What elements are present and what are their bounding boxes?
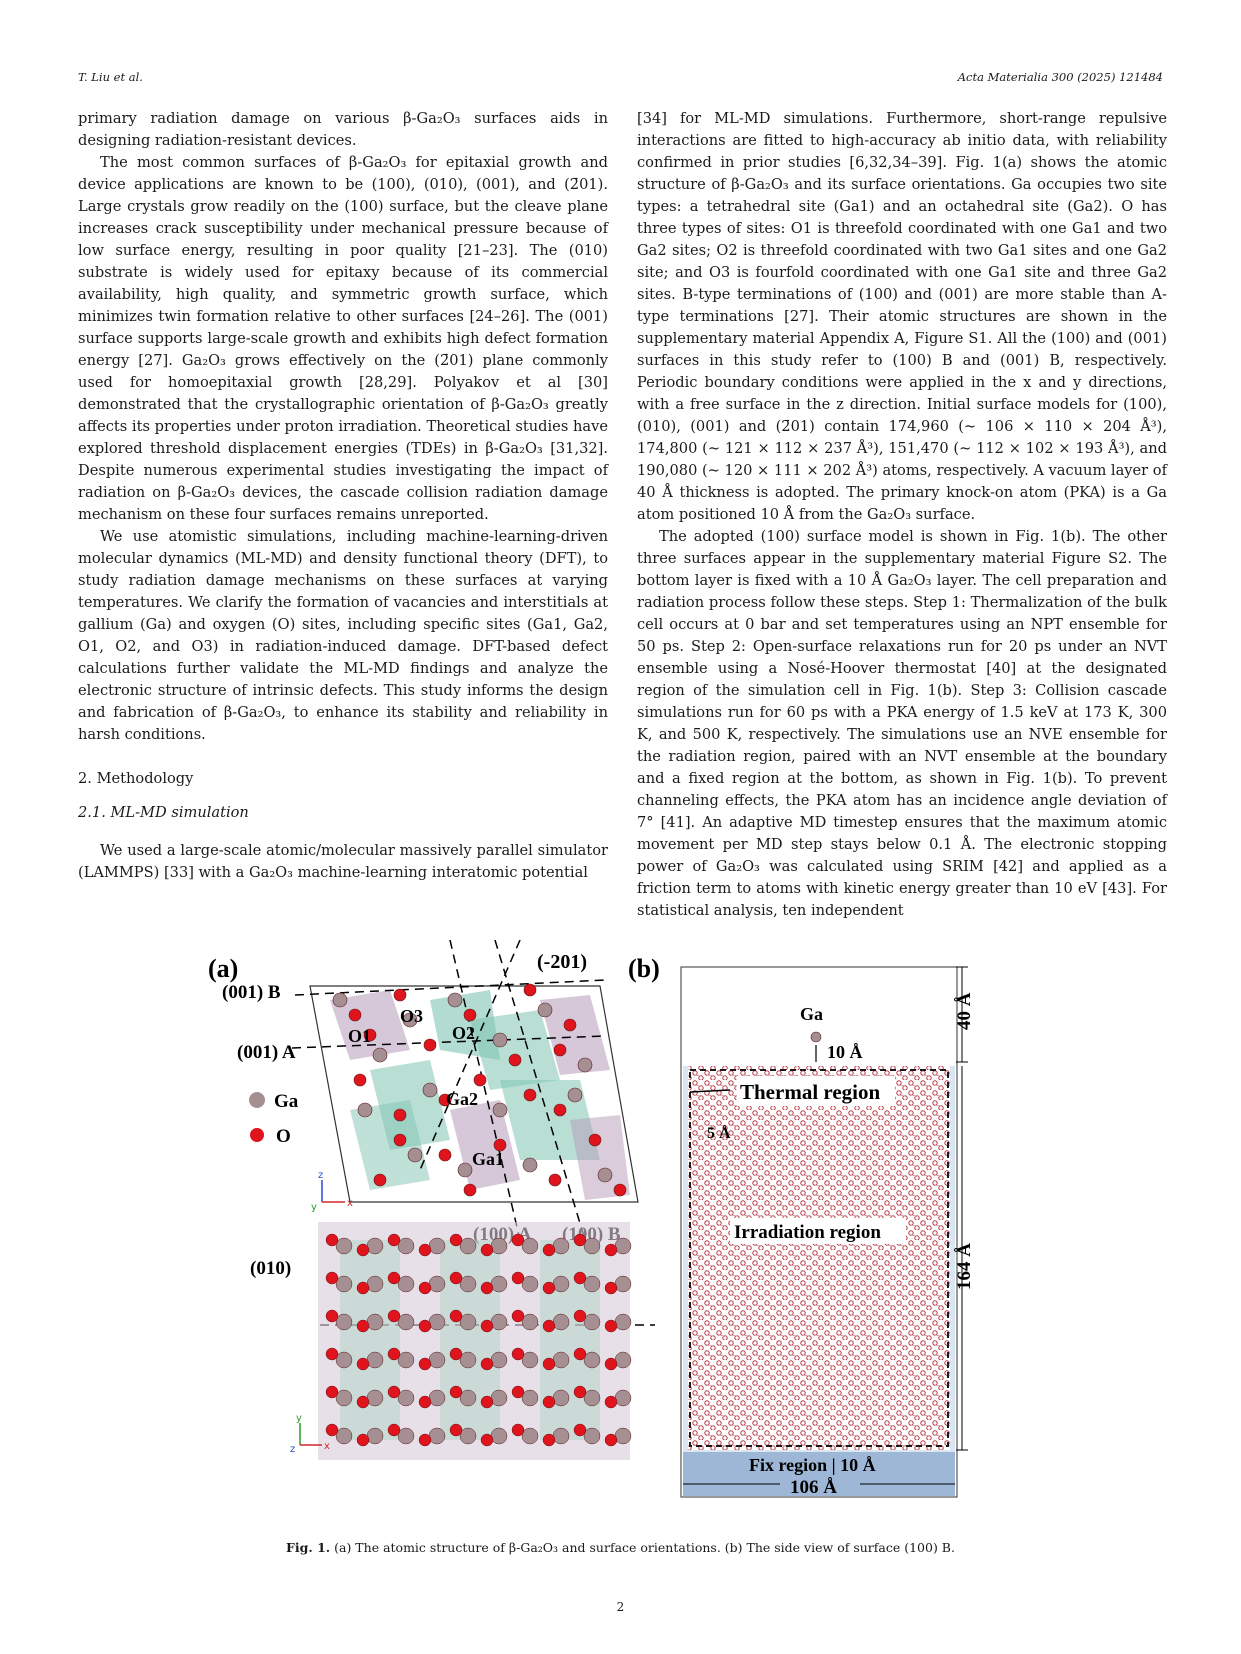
o-atom: [419, 1244, 431, 1256]
o-atom: [326, 1348, 338, 1360]
o-atom: [419, 1396, 431, 1408]
label-001B: (001) B: [222, 982, 281, 1003]
o-atom: [419, 1434, 431, 1446]
ga-atom: [429, 1428, 445, 1444]
label-irradiation-region: Irradiation region: [734, 1222, 881, 1243]
paragraph: [34] for ML-MD simulations. Furthermore, short-range repulsive interactions are fitted to high-accuracy ab initio data, with reliability confirmed in prior studies [6,32,34–39]. Fig. 1(a) shows the atomic structure of β-Ga₂O₃ and its surface orientations. Ga occupies two site types: a tetrahedral site (Ga1) and an octahedral site (Ga2). O has three types of sites: O1 is threefold coordinated with one Ga1 and two Ga2 sites; O2 is threefold coordinated with two Ga1 sites and one Ga2 site; and O3 is fourfold coordinated with one Ga1 site and three Ga2 sites. B-type terminations of (100) and (001) are more stable than A-type terminations [27]. Their atomic structures are shown in the supplementary material Appendix A, Figure S1. All the (100) and (001) surfaces in this study refer to (100) B and (001) B, respectively. Periodic boundary conditions were applied in the x and y directions, with a free surface in the z direction. Initial surface models for (100), (010), (001) and (2̄01) contain 174,960 (~ 106 × 110 × 204 Å³), 174,800 (~ 121 × 112 × 237 Å³), 151,470 (~ 112 × 102 × 193 Å³), and 190,080 (~ 120 × 111 × 202 Å³) atoms, respectively. A vacuum layer of 40 Å thickness is adopted. The primary knock-on atom (PKA) is a Ga atom positioned 10 Å from the Ga₂O₃ surface.: [637, 110, 1167, 523]
label-O3: O3: [400, 1006, 424, 1026]
axis-triad-a: [311, 1170, 353, 1213]
paragraph: The adopted (100) surface model is shown in Fig. 1(b). The other three surfaces appear in the supplementary material Figure S2. The bottom layer is fixed with a 10 Å Ga₂O₃ layer. The cell preparation and radiation process follow these steps. Step 1: Thermalization of the bulk cell occurs at 0 bar and set temperatures using an NPT ensemble for 50 ps. Step 2: Open-surface relaxations run for 20 ps under an NVT ensemble using a Nosé-Hoover thermostat [40] at the designated region of the simulation cell in Fig. 1(b). Step 3: Collision cascade simulations run for 60 ps with a PKA energy of 1.5 keV at 173 K, 300 K, and 500 K, respectively. The simulations use an NVE ensemble for the radiation region, paired with an NVT ensemble at the boundary and a fixed region at the bottom, as shown in Fig. 1(b). To prevent channeling effects, the PKA atom has an incidence angle deviation of 7° [41]. An adaptive MD timestep ensures that the maximum atomic movement per MD step stays below 0.1 Å. The electronic stopping power of Ga₂O₃ was calculated using SRIM [42] and applied as a friction term to atoms with kinetic energy greater than 10 eV [43]. For statistical analysis, ten independent: [637, 528, 1167, 919]
ga-atom: [460, 1390, 476, 1406]
ga-atom: [522, 1276, 538, 1292]
ga-atom: [584, 1238, 600, 1254]
ga-atom: [584, 1314, 600, 1330]
pka-ga-atom: [811, 1032, 821, 1042]
o-atom: [574, 1348, 586, 1360]
ga-atom: [367, 1352, 383, 1368]
o-atom: [574, 1272, 586, 1284]
o-atom: [450, 1272, 462, 1284]
ga-atom: [460, 1276, 476, 1292]
o-atom: [450, 1424, 462, 1436]
label-fix-region: Fix region | 10 Å: [749, 1455, 876, 1475]
o-atom: [481, 1396, 493, 1408]
o-atom: [605, 1434, 617, 1446]
o-atom: [481, 1282, 493, 1294]
o-atom: [326, 1386, 338, 1398]
ga-atom: [584, 1428, 600, 1444]
ga-atom: [522, 1314, 538, 1330]
ga-atom: [429, 1352, 445, 1368]
ga-atom: [584, 1276, 600, 1292]
o-atom: [357, 1244, 369, 1256]
o-atom: [605, 1358, 617, 1370]
label-pka-ga: Ga: [800, 1004, 824, 1024]
ga-atom: [429, 1314, 445, 1330]
panel-label-a: (a): [208, 954, 239, 983]
o-atom: [543, 1434, 555, 1446]
caption-text: (a) The atomic structure of β-Ga₂O₃ and surface orientations. (b) The side view of surface (100) B.: [330, 1540, 955, 1555]
ga-atom: [491, 1276, 507, 1292]
ga-atom: [491, 1314, 507, 1330]
o-atom: [326, 1310, 338, 1322]
o-atom: [388, 1424, 400, 1436]
paragraph: primary radiation damage on various β-Ga₂O₃ surfaces aids in designing radiation-resistant devices.: [78, 110, 608, 149]
ga-atom: [491, 1352, 507, 1368]
ga-atom: [615, 1390, 631, 1406]
o-atom: [512, 1272, 524, 1284]
o-atom: [512, 1348, 524, 1360]
ga-atom: [522, 1390, 538, 1406]
svg-text:z: z: [318, 1170, 324, 1181]
paragraph: We use atomistic simulations, including machine-learning-driven molecular dynamics (ML-MD) and density functional theory (DFT), to study radiation damage mechanisms on these surfaces at varying temperatures. We clarify the formation of vacancies and interstitials at gallium (Ga) and oxygen (O) sites, including specific sites (Ga1, Ga2, O1, O2, and O3) in radiation-induced damage. DFT-based defect calculations further validate the ML-MD findings and analyze the electronic structure of intrinsic defects. This study informs the design and fabrication of β-Ga₂O₃, to enhance its stability and reliability in harsh conditions.: [78, 528, 608, 743]
svg-text:y: y: [296, 1413, 302, 1424]
o-atom: [574, 1234, 586, 1246]
label-001A: (001) A: [237, 1042, 296, 1063]
o-atom: [543, 1396, 555, 1408]
paragraph: The most common surfaces of β-Ga₂O₃ for epitaxial growth and device applications are known to be (100), (010), (001), and (2̄01). Large crystals grow readily on the (100) surface, but the cleave plane increases crack susceptibility under mechanical pressure because of low surface energy, resulting in poor quality [21–23]. The (010) substrate is widely used for epitaxy because of its commercial availability, high quality, and symmetric growth surface, which minimizes twin formation relative to other surfaces [24–26]. The (001) surface supports large-scale growth and exhibits high defect formation energy [27]. Ga₂O₃ grows effectively on the (2̄01) plane commonly used for homoepitaxial growth [28,29]. Polyakov et al [30] demonstrated that the crystallographic orientation of β-Ga₂O₃ greatly affects its properties under proton irradiation. Theoretical studies have explored threshold displacement energies (TDEs) in β-Ga₂O₃ [31,32]. Despite numerous experimental studies investigating the impact of radiation on β-Ga₂O₃ devices, the cascade collision radiation damage mechanism on these four surfaces remains unreported.: [78, 154, 608, 523]
running-header-authors: T. Liu et al.: [78, 70, 143, 84]
ga-atom: [615, 1352, 631, 1368]
label-O2: O2: [452, 1023, 476, 1043]
ga-atom: [553, 1428, 569, 1444]
label-10A-gap: 10 Å: [827, 1042, 863, 1062]
panel-label-b: (b): [628, 954, 660, 983]
ga-atom: [336, 1390, 352, 1406]
ga-atom: [491, 1428, 507, 1444]
o-atom: [450, 1234, 462, 1246]
page-number: 2: [616, 1600, 625, 1614]
o-atom: [450, 1348, 462, 1360]
legend-o-swatch: [250, 1128, 264, 1142]
ga-atom: [429, 1276, 445, 1292]
ga-atom: [398, 1314, 414, 1330]
o-atom: [512, 1386, 524, 1398]
svg-text:z: z: [290, 1444, 296, 1455]
ga-atom: [491, 1390, 507, 1406]
o-atom: [543, 1320, 555, 1332]
slab-010: [318, 1222, 630, 1460]
o-atom: [326, 1234, 338, 1246]
svg-text:x: x: [347, 1198, 353, 1209]
ga-atom: [336, 1314, 352, 1330]
o-atom: [481, 1358, 493, 1370]
ga-atom: [553, 1390, 569, 1406]
o-atom: [388, 1386, 400, 1398]
o-atom: [512, 1310, 524, 1322]
o-atom: [419, 1358, 431, 1370]
ga-atom: [522, 1352, 538, 1368]
o-atom: [481, 1320, 493, 1332]
ga-atom: [429, 1238, 445, 1254]
ga-atom: [336, 1238, 352, 1254]
o-atom: [543, 1358, 555, 1370]
caption-label: Fig. 1.: [286, 1540, 331, 1555]
ga-atom: [553, 1238, 569, 1254]
label-Ga2: Ga2: [446, 1089, 479, 1109]
o-atom: [450, 1310, 462, 1322]
ga-atom: [367, 1276, 383, 1292]
ga-atom: [398, 1352, 414, 1368]
ga-atom: [584, 1352, 600, 1368]
ga-atom: [336, 1428, 352, 1444]
right-column: [637, 108, 1167, 922]
subsection-heading: 2.1. ML-MD simulation: [78, 804, 249, 821]
svg-text:40 Å: 40 Å: [954, 992, 975, 1030]
o-atom: [605, 1282, 617, 1294]
legend-o-label: O: [276, 1126, 291, 1147]
legend-ga-label: Ga: [274, 1091, 299, 1112]
ga-atom: [398, 1390, 414, 1406]
svg-text:y: y: [311, 1202, 317, 1213]
paragraph: We used a large-scale atomic/molecular massively parallel simulator (LAMMPS) [33] with a Ga₂O₃ machine-learning interatomic potential: [78, 842, 608, 881]
ga-atom: [553, 1352, 569, 1368]
ga-atom: [398, 1238, 414, 1254]
section-heading: 2. Methodology: [78, 770, 194, 787]
o-atom: [605, 1320, 617, 1332]
ga-atom: [367, 1238, 383, 1254]
ga-atom: [553, 1276, 569, 1292]
o-atom: [388, 1310, 400, 1322]
o-atom: [605, 1244, 617, 1256]
ga-atom: [615, 1428, 631, 1444]
ga-atom: [336, 1352, 352, 1368]
o-atom: [357, 1396, 369, 1408]
svg-text:106 Å: 106 Å: [790, 1477, 837, 1498]
o-atom: [512, 1234, 524, 1246]
o-atom: [481, 1434, 493, 1446]
ga-atom: [615, 1238, 631, 1254]
ga-atom: [336, 1276, 352, 1292]
ga-atom: [460, 1314, 476, 1330]
ga-atom: [429, 1390, 445, 1406]
label-010: (010): [250, 1258, 292, 1279]
o-atom: [419, 1282, 431, 1294]
figure-caption: [0, 1540, 1241, 1555]
label-Ga1: Ga1: [472, 1149, 505, 1169]
ga-atom: [460, 1352, 476, 1368]
ga-atom: [553, 1314, 569, 1330]
ga-atom: [367, 1428, 383, 1444]
ga-atom: [522, 1428, 538, 1444]
o-atom: [574, 1424, 586, 1436]
o-atom: [574, 1310, 586, 1322]
running-header-journal: Acta Materialia 300 (2025) 121484: [957, 70, 1163, 84]
o-atom: [574, 1386, 586, 1398]
ga-atom: [522, 1238, 538, 1254]
o-atom: [326, 1272, 338, 1284]
ga-atom: [367, 1314, 383, 1330]
ga-atom: [398, 1428, 414, 1444]
label-O1: O1: [348, 1026, 372, 1046]
ga-atom: [398, 1276, 414, 1292]
o-atom: [357, 1434, 369, 1446]
label-thermal-region: Thermal region: [740, 1080, 881, 1104]
o-atom: [419, 1320, 431, 1332]
o-atom: [357, 1282, 369, 1294]
figure-1: [200, 940, 1050, 1530]
o-atom: [388, 1348, 400, 1360]
svg-text:164 Å: 164 Å: [954, 1243, 975, 1290]
ga-atom: [367, 1390, 383, 1406]
ga-atom: [460, 1238, 476, 1254]
o-atom: [450, 1386, 462, 1398]
o-atom: [543, 1282, 555, 1294]
left-column: [78, 108, 608, 884]
o-atom: [388, 1272, 400, 1284]
ga-atom: [491, 1238, 507, 1254]
ga-atom: [615, 1276, 631, 1292]
o-atom: [357, 1358, 369, 1370]
o-atom: [512, 1424, 524, 1436]
o-atom: [388, 1234, 400, 1246]
legend-ga-swatch: [249, 1092, 265, 1108]
ga-atom: [584, 1390, 600, 1406]
ga-atom: [460, 1428, 476, 1444]
lattice-region: [688, 1066, 950, 1450]
o-atom: [357, 1320, 369, 1332]
o-atom: [605, 1396, 617, 1408]
o-atom: [326, 1424, 338, 1436]
label-minus201: (-201): [537, 951, 587, 973]
svg-text:x: x: [324, 1441, 330, 1452]
label-5A: 5 Å: [707, 1125, 731, 1142]
ga-atom: [615, 1314, 631, 1330]
o-atom: [543, 1244, 555, 1256]
o-atom: [481, 1244, 493, 1256]
